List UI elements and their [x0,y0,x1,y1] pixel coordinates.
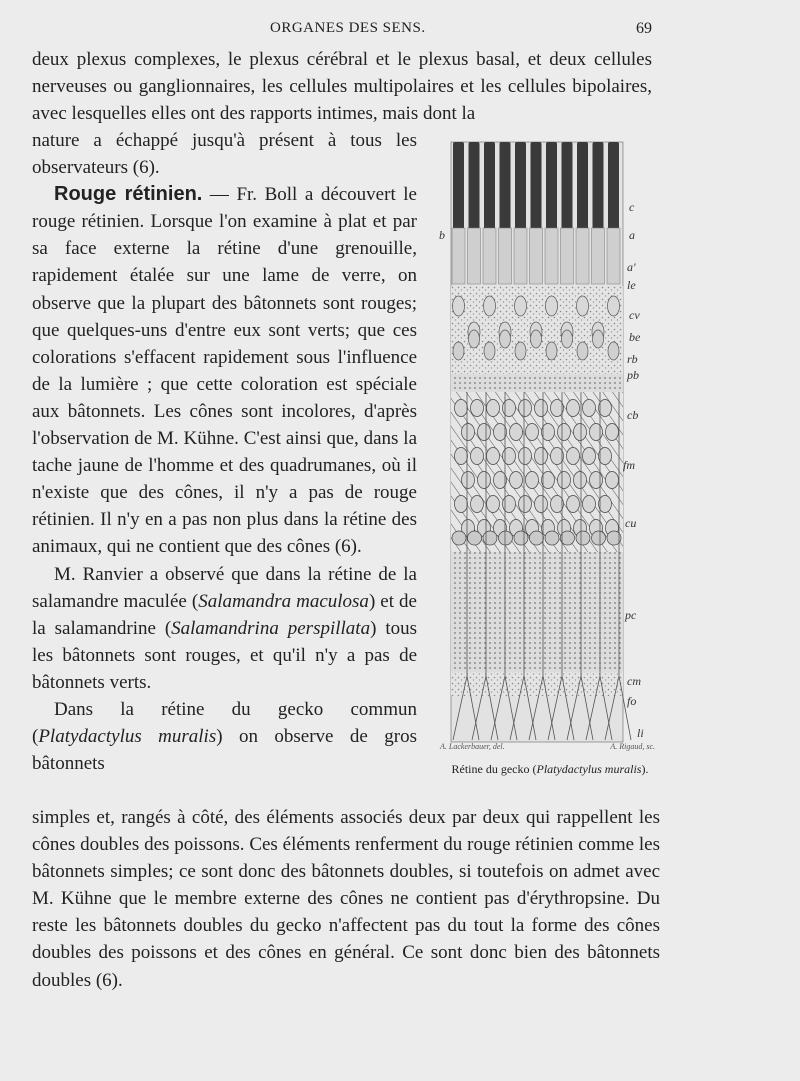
inner-nucleus [551,496,564,513]
inner-nucleus [535,400,548,417]
inner-nucleus [462,472,475,489]
rod-inner-segment [607,228,620,284]
rod-nucleus [577,296,589,316]
label-fm: fm [623,458,635,472]
caption-prefix: Rétine du gecko ( [451,762,537,776]
rod-nucleus [546,342,557,360]
caption-species: Platydactylus muralis [536,762,642,776]
text-run: ) on observe de gros bâtonnets [32,726,417,775]
inner-nucleus [503,448,516,465]
inner-nucleus [574,424,587,441]
bipolar-nucleus [514,531,528,545]
species-name: Platydactylus muralis [38,726,217,748]
rod-nucleus [484,342,495,360]
label-b: b [439,228,445,242]
retina-drawing [433,136,659,746]
inner-nucleus [567,448,580,465]
species-name: Salamandrina perspillata [171,617,371,639]
inner-nucleus [519,496,532,513]
label-cv: cv [629,308,640,322]
inner-nucleus [503,400,516,417]
inner-nucleus [462,424,475,441]
inner-nucleus [519,448,532,465]
inner-nucleus [551,448,564,465]
top-text-block [32,46,652,127]
inner-nucleus [583,448,596,465]
rod-inner-segment [530,228,543,284]
inner-nucleus [590,472,603,489]
inner-nucleus [599,400,612,417]
running-head: ORGANES DES SENS. [270,20,426,36]
bottom-paragraph: simples et, rangés à côté, des éléments associés deux par deux qui rappellent les cônes doubles des poissons. Ces éléments renferment du rouge rétinien comme les bâtonnets simples; ce sont donc des bâtonnets doubles, si toutefois on admet avec M. Kühne que le membre externe des cônes ne contient pas d'érythropsine. Du reste les bâtonnets doubles du gecko n'affectent pas du tout la forme des cônes doubles des poissons et des cônes en général. Ce sont donc bien des bâtonnets doubles (6). [32,807,660,991]
text-run: Dans la rétine du gecko commun ( [32,698,417,748]
rod-nucleus [577,342,588,360]
label-pc: pc [625,608,637,622]
rod-nucleus [608,342,619,360]
inner-nucleus [558,424,571,441]
rod-nucleus [453,296,465,316]
label-c: c [629,200,635,214]
species-name: Salamandra maculosa [198,590,369,612]
rod-inner-segment [514,228,527,284]
inner-nucleus [478,472,491,489]
label-rb: rb [627,352,638,366]
rod-nucleus [453,342,464,360]
left-text-column [32,127,417,777]
rod-inner-segment [468,228,481,284]
bipolar-nucleus [545,531,559,545]
inner-nucleus [519,400,532,417]
label-le: le [627,278,636,292]
rod-inner-segment [576,228,589,284]
rod-layer [452,142,620,284]
rod-inner-segment [499,228,512,284]
rod-nucleus [562,330,573,348]
label-a: a [629,228,635,242]
inner-plexiform-layer [451,552,623,672]
paragraph-body: — Fr. Boll a découvert le rouge rétinien. Lorsque l'on examine à plat et par sa face externe la rétine d'une grenouille, rapidement étalée sur une lame de verre, on observe que la plupart des bâtonnets sont rouges; que quelques-uns d'entre eux sont verts; que ces colorations s'effacent rapidement sous l'influence de la lumière ; que cette coloration est spéciale aux bâtonnets. Les cônes sont incolores, d'après l'observation de M. Kühne. C'est ainsi que, dans la tache jaune de l'homme et des quadrumanes, où il n'existe que des cônes, il n'y a pas de rouge rétinien. Il n'y en a pas non plus dans la rétine des animaux, qui ne contient que des cônes (6). [32,184,417,558]
inner-nucleus [606,472,619,489]
bipolar-nucleus [468,531,482,545]
rod-nucleus [515,296,527,316]
bipolar-nucleus [561,531,575,545]
inner-nucleus [590,424,603,441]
inner-nucleus [583,400,596,417]
text-run: ) et de la salamandrine ( [32,590,417,639]
ganglion-layer [451,672,623,696]
inner-nucleus [487,448,500,465]
inner-nucleus [606,424,619,441]
paragraph-ranvier [32,561,417,696]
label-li: li [637,726,644,740]
label-cu: cu [625,516,637,530]
inner-nucleus [478,424,491,441]
inner-nucleus [583,496,596,513]
inner-nucleus [574,472,587,489]
outer-plexiform-layer [451,374,623,392]
label-fo: fo [627,694,637,708]
bipolar-nucleus [576,531,590,545]
inner-nucleus [558,472,571,489]
inner-nucleus [455,448,468,465]
credit-engraver: A. Rigaud, sc. [610,742,655,751]
inner-nucleus [455,400,468,417]
rod-inner-segment [592,228,605,284]
inner-nucleus [487,496,500,513]
bipolar-nucleus [452,531,466,545]
inner-nucleus [503,496,516,513]
figure-caption [440,762,660,777]
paragraph-gecko [32,696,417,777]
rod-nucleus [593,330,604,348]
rod-nucleus [546,296,558,316]
bipolar-nucleus [592,531,606,545]
inner-nucleus [471,448,484,465]
inner-nucleus [510,424,523,441]
text-run: ) tous les bâtonnets sont rouges, et qu'il n'y a pas de bâtonnets verts. [32,617,417,693]
rod-nucleus [484,296,496,316]
inner-nucleus [542,424,555,441]
inner-nucleus [567,400,580,417]
engraving-credits [440,742,655,751]
top-paragraph: deux plexus complexes, le plexus cérébral et le plexus basal, et deux cellules nerveuses ou ganglionnaires, les cellules multipolaires et les cellules bipolaires, avec lesquelles elles ont des rapports intimes, mais dont la [32,49,652,125]
inner-nucleus [510,472,523,489]
paragraph-continuation: nature a échappé jusqu'à présent à tous les observateurs (6). [32,130,417,179]
section-heading: Rouge rétinien. [54,183,203,206]
rod-nucleus [500,330,511,348]
bipolar-nucleus [483,531,497,545]
bipolar-nucleus [530,531,544,545]
bottom-text-block [32,804,660,994]
inner-nucleus [599,496,612,513]
rod-nucleus [515,342,526,360]
rod-inner-segment [545,228,558,284]
inner-nucleus [471,496,484,513]
caption-suffix: ). [641,762,649,776]
rod-nucleus [608,296,620,316]
rod-inner-segment [561,228,574,284]
bipolar-nucleus [499,531,513,545]
inner-nucleus [487,400,500,417]
label-cm: cm [627,674,641,688]
inner-nucleus [599,448,612,465]
text-run: M. Ranvier a observé que dans la rétine de la salamandre maculée ( [32,563,417,612]
rod-nucleus [531,330,542,348]
inner-nucleus [567,496,580,513]
label-a-prime: a' [627,260,636,274]
credit-draftsman: A. Lackerbauer, del. [440,742,505,751]
inner-nucleus [471,400,484,417]
inner-nucleus [455,496,468,513]
rod-inner-segment [452,228,465,284]
label-cb: cb [627,408,639,422]
inner-nucleus [494,472,507,489]
inner-nucleus [526,424,539,441]
inner-nucleus [542,472,555,489]
inner-nucleus [526,472,539,489]
page-number: 69 [636,20,652,37]
inner-nucleus [551,400,564,417]
inner-nucleus [535,496,548,513]
rod-inner-segment [483,228,496,284]
paragraph-rouge-retinien [32,181,417,560]
inner-nucleus [494,424,507,441]
inner-nucleus [535,448,548,465]
label-be: be [629,330,641,344]
retina-illustration [433,136,659,756]
rod-nucleus [469,330,480,348]
label-pb: pb [627,368,639,382]
